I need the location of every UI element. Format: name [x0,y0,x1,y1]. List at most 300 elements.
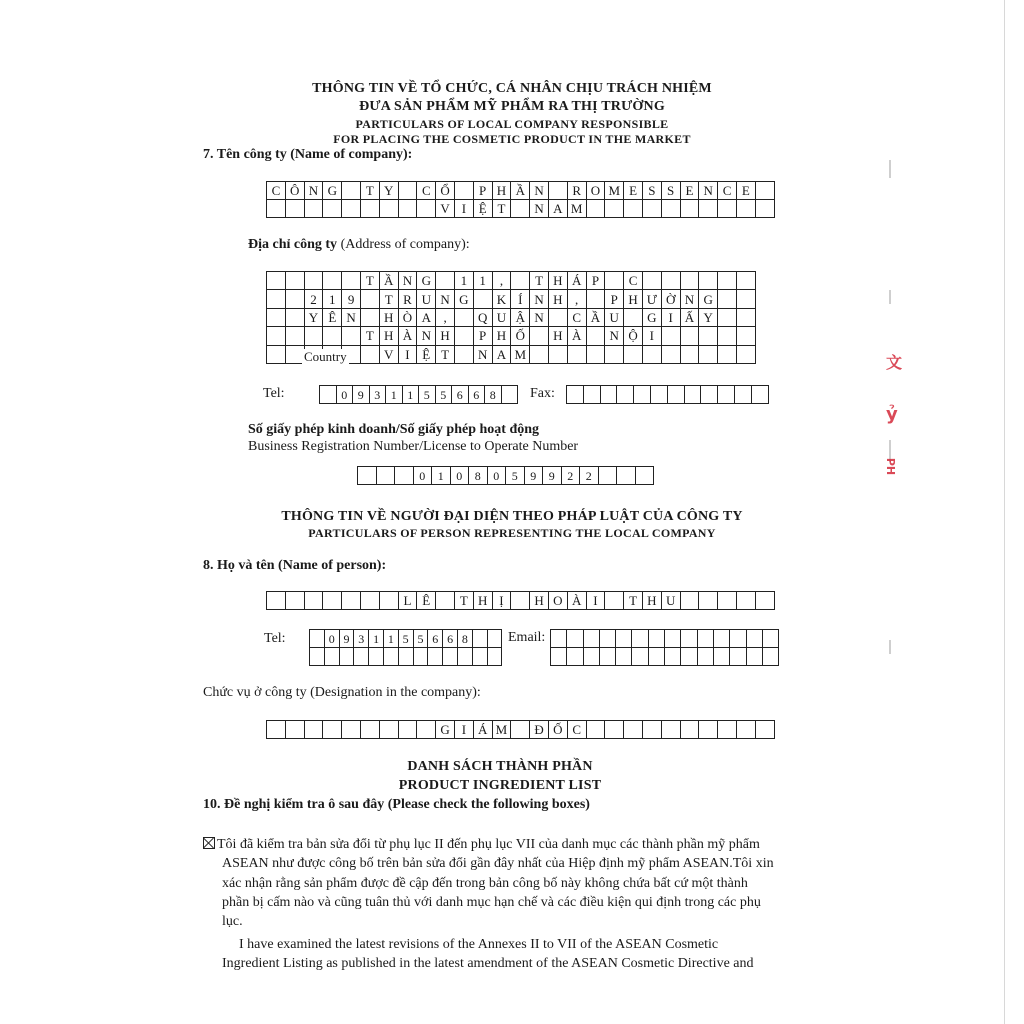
grid-cell: 1 [323,290,342,308]
grid-cell: M [493,721,512,739]
grid-cell: N [530,200,549,218]
grid-cell [747,630,763,648]
grid-cell: 5 [399,630,414,648]
grid-cell [286,290,305,308]
grid-cell: U [662,592,681,610]
section-10-label: 10. Đề nghị kiểm tra ô sau đây (Please check the following boxes) [203,797,590,812]
grid-cell: 3 [370,386,387,404]
grid-cell: Y [699,309,718,327]
grid-cell [587,290,606,308]
person-name-field[interactable] [266,591,775,610]
grid-cell [361,346,380,364]
grid-cell [599,467,618,485]
grid-cell: 8 [458,630,473,648]
grid-cell [267,592,286,610]
grid-cell: N [530,182,549,200]
grid-cell: H [530,592,549,610]
grid-cell: Ê [323,309,342,327]
designation-label: Chức vụ ở công ty (Designation in the company): [203,685,481,700]
grid-cell [361,721,380,739]
grid-cell: T [361,272,380,290]
country-label: Country [304,349,347,364]
license-number-field[interactable] [357,466,654,485]
grid-cell: R [399,290,418,308]
grid-cell [267,327,286,345]
grid-cell [752,386,769,404]
grid-cell [511,272,530,290]
grid-cell [714,630,730,648]
grid-cell [286,592,305,610]
grid-cell [662,272,681,290]
grid-cell [455,182,474,200]
grid-cell [763,630,779,648]
grid-cell: C [568,309,587,327]
grid-cell: 1 [455,272,474,290]
grid-cell [605,346,624,364]
grid-cell [342,182,361,200]
grid-cell [617,467,636,485]
grid-cell [305,721,324,739]
grid-cell: Ố [549,721,568,739]
grid-cell: Đ [530,721,549,739]
grid-cell [310,648,325,666]
grid-cell: K [493,290,512,308]
declaration-en [203,935,835,974]
grid-cell [665,648,681,666]
header-local-company-vi-1: THÔNG TIN VỀ TỔ CHỨC, CÁ NHÂN CHỊU TRÁCH NHIỆM [312,81,712,96]
grid-cell [267,200,286,218]
grid-cell [624,346,643,364]
grid-cell: Y [305,309,324,327]
grid-cell [643,272,662,290]
grid-cell: 0 [414,467,433,485]
grid-cell [267,346,286,364]
grid-cell [342,327,361,345]
grid-cell: 1 [386,386,403,404]
grid-cell: T [530,272,549,290]
grid-cell: À [568,327,587,345]
grid-cell: E [737,182,756,200]
grid-cell [286,721,305,739]
grid-cell: 3 [354,630,369,648]
grid-cell [549,309,568,327]
header-local-company-en-1: PARTICULARS OF LOCAL COMPANY RESPONSIBLE [355,117,669,131]
address-label-en: (Address of company): [337,237,470,252]
grid-cell [395,467,414,485]
grid-cell: 1 [384,630,399,648]
grid-cell [473,648,488,666]
grid-cell: 9 [340,630,355,648]
grid-cell: Á [568,272,587,290]
company-fax-label: Fax: [530,386,555,401]
grid-cell [380,200,399,218]
grid-cell: N [530,290,549,308]
grid-cell: H [380,327,399,345]
grid-cell: 8 [485,386,502,404]
grid-cell [718,309,737,327]
grid-cell: 1 [474,272,493,290]
grid-cell [737,592,756,610]
grid-cell [634,386,651,404]
grid-cell [323,327,342,345]
grid-cell [643,200,662,218]
grid-cell [737,200,756,218]
grid-cell [699,327,718,345]
declaration-vi [203,835,835,931]
grid-cell: N [305,182,324,200]
grid-cell [488,630,503,648]
company-tel-field[interactable] [319,385,518,404]
grid-cell: H [436,327,455,345]
grid-cell: S [643,182,662,200]
grid-cell [417,721,436,739]
grid-cell [354,648,369,666]
grid-cell [624,200,643,218]
stamp-fragment: ỷ [886,404,898,425]
grid-cell [718,721,737,739]
grid-cell: O [587,182,606,200]
grid-cell [323,200,342,218]
grid-cell: P [474,327,493,345]
grid-cell [698,648,714,666]
grid-cell [361,592,380,610]
grid-cell [701,386,718,404]
grid-cell: Ầ [587,309,606,327]
grid-cell [737,290,756,308]
checked-box-icon[interactable] [203,837,215,849]
grid-cell [511,592,530,610]
grid-cell: , [568,290,587,308]
grid-cell [436,272,455,290]
grid-cell: T [493,200,512,218]
grid-cell [587,721,606,739]
grid-cell: 2 [562,467,581,485]
company-fax-field[interactable] [566,385,769,404]
grid-cell [718,327,737,345]
grid-cell: E [681,182,700,200]
grid-cell: , [436,309,455,327]
grid-cell: Q [474,309,493,327]
person-name-label: 8. Họ và tên (Name of person): [203,558,387,573]
grid-cell: 9 [353,386,370,404]
grid-cell [668,386,685,404]
grid-cell [443,648,458,666]
grid-cell: Ư [643,290,662,308]
grid-cell: G [436,721,455,739]
scan-mark [889,160,891,178]
grid-cell [665,630,681,648]
grid-cell [549,182,568,200]
grid-cell: H [493,182,512,200]
grid-cell: C [718,182,737,200]
grid-cell [568,346,587,364]
scan-mark [889,290,891,304]
grid-cell [737,272,756,290]
grid-cell: I [643,327,662,345]
stamp-fragment: PH [884,457,898,476]
grid-cell [605,592,624,610]
grid-cell [377,467,396,485]
grid-cell [718,272,737,290]
grid-cell: C [624,272,643,290]
grid-cell [662,200,681,218]
grid-cell: H [493,327,512,345]
grid-cell [455,346,474,364]
grid-cell: 0 [488,467,507,485]
grid-cell: N [474,346,493,364]
person-tel-label: Tel: [264,631,286,646]
grid-cell [636,467,655,485]
grid-cell: C [267,182,286,200]
grid-cell: V [380,346,399,364]
grid-cell: Ậ [511,309,530,327]
grid-cell [756,721,775,739]
grid-cell: 1 [403,386,420,404]
grid-cell [699,200,718,218]
grid-cell [718,592,737,610]
grid-cell [473,630,488,648]
grid-cell: E [624,182,643,200]
grid-cell [358,467,377,485]
grid-cell [737,721,756,739]
person-email-field[interactable] [550,629,779,666]
grid-cell [342,721,361,739]
grid-cell [735,386,752,404]
grid-cell: 5 [506,467,525,485]
grid-cell [530,327,549,345]
grid-cell: 9 [342,290,361,308]
grid-cell: 6 [452,386,469,404]
grid-cell [286,309,305,327]
grid-cell [342,200,361,218]
grid-cell [681,346,700,364]
grid-cell [584,648,600,666]
grid-cell [474,290,493,308]
grid-cell [587,327,606,345]
grid-cell [267,290,286,308]
grid-cell [342,592,361,610]
stamp-fragment: 文 [886,353,903,372]
declaration-vi-line: xác nhận rằng sản phẩm được đề cập đến trong bản công bố này không chứa bất cứ một thành [222,875,748,891]
declaration-en-line: I have examined the latest revisions of the Annexes II to VII of the ASEAN Cosmetic [239,937,719,952]
scan-mark [889,640,891,654]
header-local-company-vi-2: ĐƯA SẢN PHẨM MỸ PHẨM RA THỊ TRƯỜNG [359,99,665,114]
grid-cell: H [643,592,662,610]
grid-cell [624,721,643,739]
grid-cell: M [605,182,624,200]
grid-cell [681,200,700,218]
grid-cell: N [681,290,700,308]
grid-cell [361,309,380,327]
grid-cell [718,386,735,404]
grid-cell: Ầ [511,182,530,200]
grid-cell [286,200,305,218]
header-ingredients-en: PRODUCT INGREDIENT LIST [398,778,602,793]
grid-cell [698,630,714,648]
grid-cell: 9 [525,467,544,485]
address-label [248,237,470,253]
grid-cell [511,721,530,739]
grid-cell [436,592,455,610]
designation-field[interactable] [266,720,775,739]
grid-cell: Y [380,182,399,200]
company-tel-label: Tel: [263,386,285,401]
grid-cell [643,346,662,364]
grid-cell: 6 [428,630,443,648]
grid-cell: 2 [305,290,324,308]
license-label-en: Business Registration Number/License to Operate Number [248,439,579,454]
grid-cell: À [399,327,418,345]
grid-cell [549,346,568,364]
grid-cell [605,200,624,218]
grid-cell [718,346,737,364]
grid-cell [632,630,648,648]
grid-cell [714,648,730,666]
grid-cell: G [323,182,342,200]
grid-cell [286,327,305,345]
grid-cell: C [568,721,587,739]
grid-cell: , [493,272,512,290]
grid-cell: 6 [469,386,486,404]
grid-cell [399,182,418,200]
header-local-company-en-2: FOR PLACING THE COSMETIC PRODUCT IN THE MARKET [333,132,691,146]
grid-cell: H [624,290,643,308]
grid-cell: A [549,200,568,218]
grid-cell [718,290,737,308]
grid-cell [384,648,399,666]
grid-cell: Ê [417,592,436,610]
grid-cell: I [662,309,681,327]
grid-cell [662,327,681,345]
grid-cell: N [417,327,436,345]
grid-cell: 9 [543,467,562,485]
grid-cell [756,200,775,218]
grid-cell [305,272,324,290]
grid-cell [380,721,399,739]
grid-cell: N [699,182,718,200]
grid-cell: S [662,182,681,200]
grid-cell [616,648,632,666]
grid-cell [587,200,606,218]
grid-cell [699,272,718,290]
grid-cell [632,648,648,666]
grid-cell: G [643,309,662,327]
grid-cell [605,721,624,739]
grid-cell: 1 [369,630,384,648]
grid-cell: U [605,309,624,327]
grid-cell: 0 [325,630,340,648]
grid-cell [737,327,756,345]
license-label-vi: Số giấy phép kinh doanh/Số giấy phép hoạt động [248,422,540,437]
company-name-grid [266,181,775,218]
grid-cell [305,327,324,345]
grid-cell [718,200,737,218]
grid-cell [605,272,624,290]
grid-cell: T [361,327,380,345]
grid-cell [567,630,583,648]
grid-cell: H [549,272,568,290]
grid-cell: Ờ [662,290,681,308]
declaration-vi-line: phần bị cấm nào và cũng tuân thủ với danh mục hạn chế và các điều kiện qui định trong các phụ [222,894,761,910]
grid-cell [730,630,746,648]
grid-cell: A [493,346,512,364]
grid-cell: 8 [469,467,488,485]
grid-cell: Á [474,721,493,739]
grid-cell: Ầ [380,272,399,290]
grid-cell [600,630,616,648]
grid-cell [323,721,342,739]
grid-cell [458,648,473,666]
grid-cell: 5 [436,386,453,404]
grid-cell: L [399,592,418,610]
grid-cell: 5 [419,386,436,404]
grid-cell [267,721,286,739]
grid-cell [399,648,414,666]
grid-cell [617,386,634,404]
grid-cell [699,721,718,739]
grid-cell: T [361,182,380,200]
grid-cell [361,290,380,308]
grid-cell: G [699,290,718,308]
grid-cell: T [624,592,643,610]
declaration-en-line: Ingredient Listing as published in the latest amendment of the ASEAN Cosmetic Directive and [222,956,754,972]
declaration-vi-line: lục. [222,914,243,930]
declaration-vi-line: Tôi đã kiểm tra bản sửa đổi từ phụ lục II đến phụ lục VII của danh mục các thành phần mỹ phẩm [217,837,760,852]
grid-cell: G [455,290,474,308]
header-ingredients-vi: DANH SÁCH THÀNH PHẦN [407,759,593,774]
grid-cell [685,386,702,404]
grid-cell [616,630,632,648]
grid-cell: H [380,309,399,327]
grid-cell [323,592,342,610]
grid-cell [414,648,429,666]
grid-cell [643,721,662,739]
grid-cell [681,327,700,345]
grid-cell: P [474,182,493,200]
grid-cell [551,630,567,648]
grid-cell [340,648,355,666]
header-representative-vi: THÔNG TIN VỀ NGƯỜI ĐẠI DIỆN THEO PHÁP LUẬT CỦA CÔNG TY [281,509,743,524]
grid-cell [737,309,756,327]
grid-cell: H [474,592,493,610]
grid-cell [730,648,746,666]
grid-cell: 1 [432,467,451,485]
grid-cell: N [399,272,418,290]
grid-cell: T [455,592,474,610]
grid-cell [305,592,324,610]
grid-cell [756,182,775,200]
grid-cell [649,648,665,666]
grid-cell [699,592,718,610]
grid-cell [681,721,700,739]
grid-cell: P [605,290,624,308]
grid-cell [600,648,616,666]
grid-cell [567,386,584,404]
grid-cell: I [587,592,606,610]
person-tel-field[interactable] [309,629,502,666]
grid-cell: U [417,290,436,308]
grid-cell [651,386,668,404]
grid-cell [567,648,583,666]
grid-cell [763,648,779,666]
grid-cell [417,200,436,218]
grid-cell: Ệ [417,346,436,364]
grid-cell: Ị [493,592,512,610]
grid-cell: 6 [443,630,458,648]
grid-cell: Ấ [681,309,700,327]
person-email-label: Email: [508,630,546,645]
grid-cell [305,200,324,218]
